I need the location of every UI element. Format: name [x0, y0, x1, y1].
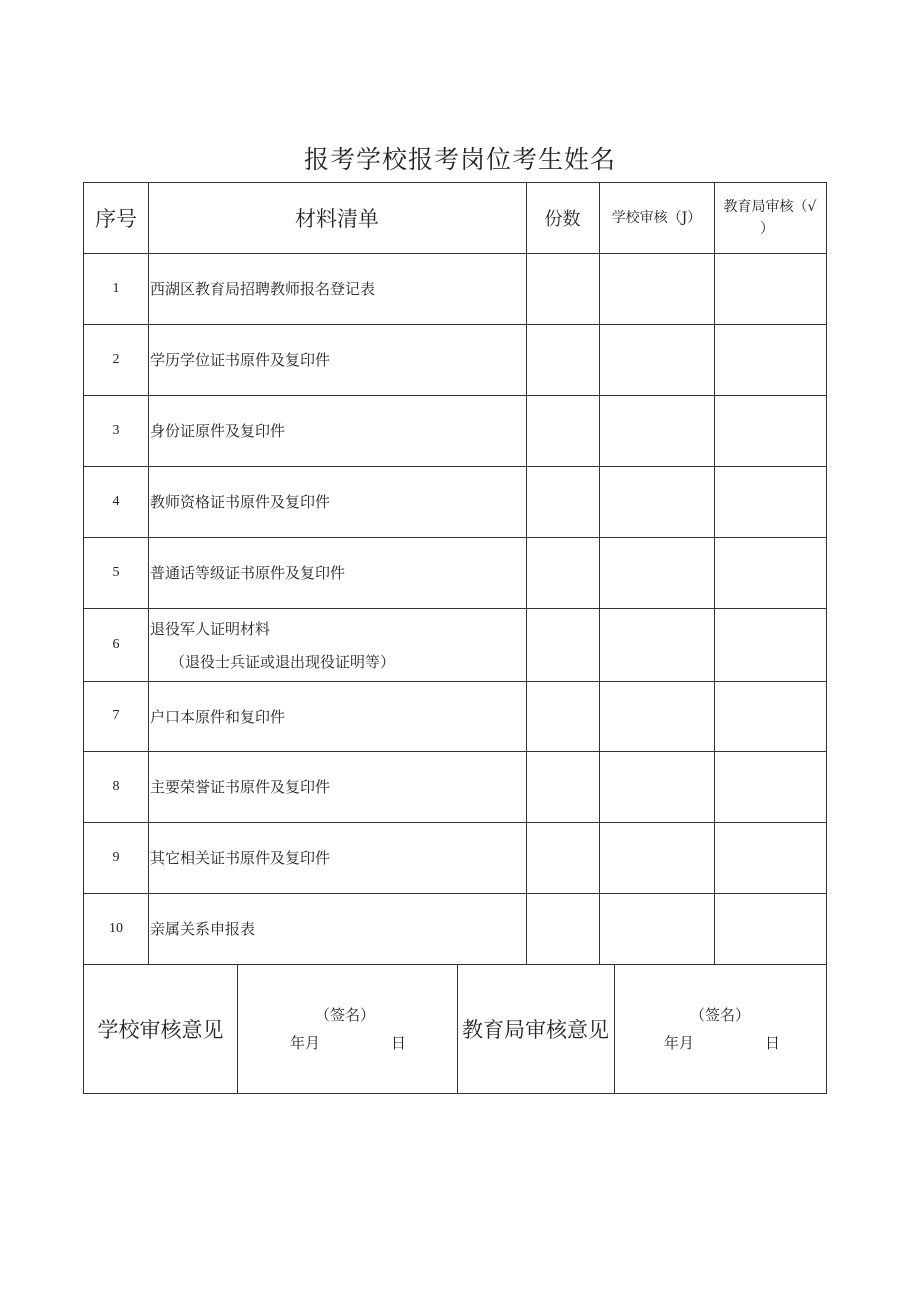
page-title: 报考学校报考岗位考生姓名 — [303, 145, 616, 174]
column-divider — [526, 183, 527, 964]
column-divider — [714, 183, 715, 964]
school-signature-label: （签名） — [315, 1006, 376, 1024]
row-seq: 4 — [112, 493, 120, 509]
row-seq: 8 — [112, 778, 120, 794]
header-school-review: 学校审核（J） — [611, 210, 702, 226]
bureau-year-month: 年月 — [664, 1034, 695, 1052]
bureau-signature-area — [614, 964, 826, 1094]
bureau-signature-label: （签名） — [690, 1006, 751, 1024]
school-day: 日 — [391, 1034, 407, 1052]
header-seq: 序号 — [95, 207, 137, 231]
row-seq: 5 — [112, 564, 120, 580]
row-seq: 1 — [112, 280, 120, 296]
row-material: 其它相关证书原件及复印件 — [150, 849, 331, 867]
school-opinion-label: 学校审核意见 — [97, 1018, 224, 1042]
school-signature-area — [237, 964, 457, 1094]
row-material: 学历学位证书原件及复印件 — [150, 351, 331, 369]
row-seq: 3 — [112, 422, 120, 438]
header-bureau-review: 教育局审核（√ ） — [723, 199, 817, 237]
materials-table — [83, 182, 827, 1094]
row-material: 普通话等级证书原件及复印件 — [150, 564, 346, 582]
row-material: 户口本原件和复印件 — [150, 707, 286, 726]
row-material: 西湖区教育局招聘教师报名登记表 — [150, 280, 376, 298]
bureau-opinion-label: 教育局审核意见 — [462, 1018, 609, 1042]
header-copies: 份数 — [544, 209, 581, 230]
row-material: 主要荣誉证书原件及复印件 — [150, 778, 331, 796]
school-year-month: 年月 — [290, 1034, 321, 1052]
row-seq: 7 — [112, 708, 120, 723]
row-seq: 2 — [112, 351, 120, 367]
row-material: 亲属关系申报表 — [150, 920, 256, 938]
header-materials: 材料清单 — [295, 207, 379, 231]
row-seq: 9 — [112, 849, 120, 865]
row-material: 教师资格证书原件及复印件 — [150, 493, 331, 511]
row-seq: 6 — [112, 636, 120, 652]
row-material: 身份证原件及复印件 — [150, 422, 286, 440]
column-divider — [599, 183, 600, 964]
row-material: 退役军人证明材料 （退役士兵证或退出现役证明等） — [150, 619, 396, 671]
bureau-day: 日 — [765, 1034, 781, 1052]
row-seq: 10 — [109, 920, 123, 936]
